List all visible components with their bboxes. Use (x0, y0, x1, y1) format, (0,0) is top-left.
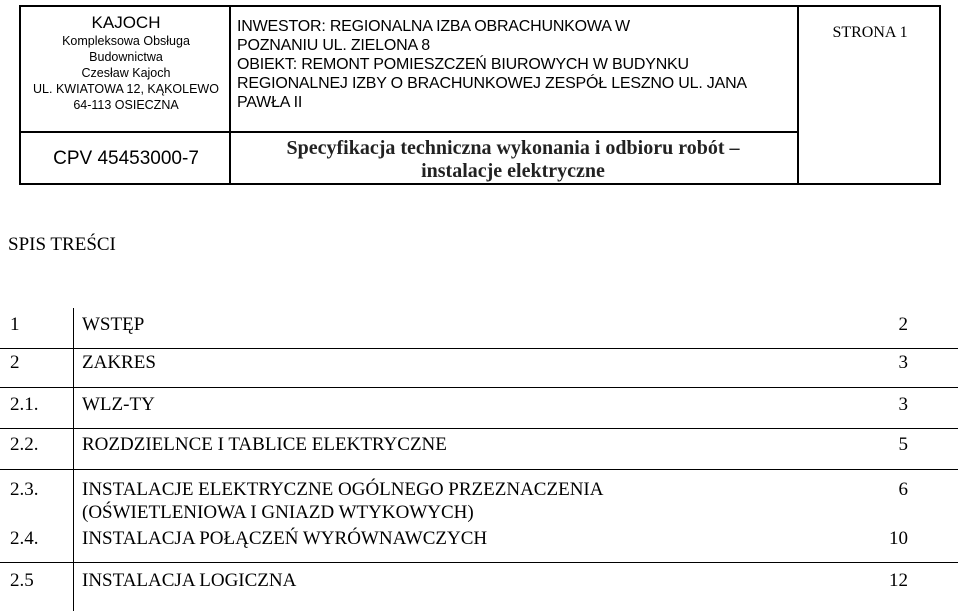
toc-text: INSTALACJE ELEKTRYCZNE OGÓLNEGO PRZEZNACZENIA (82, 479, 604, 500)
company-name: KAJOCH (91, 13, 161, 32)
toc-num: 1 (10, 314, 20, 335)
company-block (21, 13, 231, 113)
page-number: STRONA 1 (832, 24, 908, 41)
toc-row-separator (0, 348, 958, 349)
toc-num: 2 (10, 352, 20, 373)
toc-table (0, 308, 960, 611)
toc-column-divider (73, 308, 74, 611)
investor-line: INWESTOR: REGIONALNA IZBA OBRACHUNKOWA W (237, 18, 630, 35)
company-line: Budownictwa (89, 50, 163, 64)
toc-num: 2.5 (10, 570, 34, 591)
toc-row-separator (0, 387, 958, 388)
header-divider-company (21, 131, 229, 133)
investor-line: REGIONALNEJ IZBY O BRACHUNKOWEJ ZESPÓŁ LESZNO UL. JANA (237, 75, 747, 92)
toc-num: 2.2. (10, 434, 39, 455)
toc-heading: SPIS TREŚCI (8, 234, 116, 255)
toc-row-separator (0, 428, 958, 429)
header-table (19, 5, 941, 185)
toc-page: 5 (898, 434, 908, 455)
title-line-1: Specyfikacja techniczna wykonania i odbioru robót – (286, 137, 740, 159)
toc-page: 2 (898, 314, 908, 335)
toc-num: 2.1. (10, 394, 39, 415)
cpv-code: CPV 45453000-7 (53, 148, 199, 169)
toc-page: 6 (898, 479, 908, 500)
toc-text: ZAKRES (82, 352, 156, 373)
toc-page: 3 (898, 352, 908, 373)
header-divider-title (229, 131, 797, 133)
investor-line: POZNANIU UL. ZIELONA 8 (237, 37, 430, 54)
company-line: 64-113 OSIECZNA (73, 98, 179, 112)
toc-page: 3 (898, 394, 908, 415)
company-line: UL. KWIATOWA 12, KĄKOLEWO (33, 82, 219, 96)
toc-text: INSTALACJA LOGICZNA (82, 570, 297, 591)
toc-num: 2.3. (10, 479, 39, 500)
toc-page: 12 (889, 570, 908, 591)
investor-block (237, 17, 797, 112)
company-line: Kompleksowa Obsługa (62, 34, 190, 48)
toc-text: INSTALACJA POŁĄCZEŃ WYRÓWNAWCZYCH (82, 528, 488, 549)
investor-line: OBIEKT: REMONT POMIESZCZEŃ BIUROWYCH W BUDYNKU (237, 56, 689, 73)
toc-text: ROZDZIELNCE I TABLICE ELEKTRYCZNE (82, 434, 447, 455)
toc-text: WSTĘP (82, 314, 145, 335)
document-title (229, 137, 797, 182)
investor-line: PAWŁA II (237, 94, 303, 111)
toc-row-separator (0, 562, 958, 563)
toc-row-separator (0, 469, 958, 470)
toc-num: 2.4. (10, 528, 39, 549)
toc-text-continuation: (OŚWIETLENIOWA I GNIAZD WTYKOWYCH) (82, 502, 474, 523)
toc-page: 10 (889, 528, 908, 549)
title-line-2: instalacje elektryczne (421, 160, 605, 182)
toc-text: WLZ-TY (82, 394, 155, 415)
company-line: Czesław Kajoch (81, 66, 171, 80)
